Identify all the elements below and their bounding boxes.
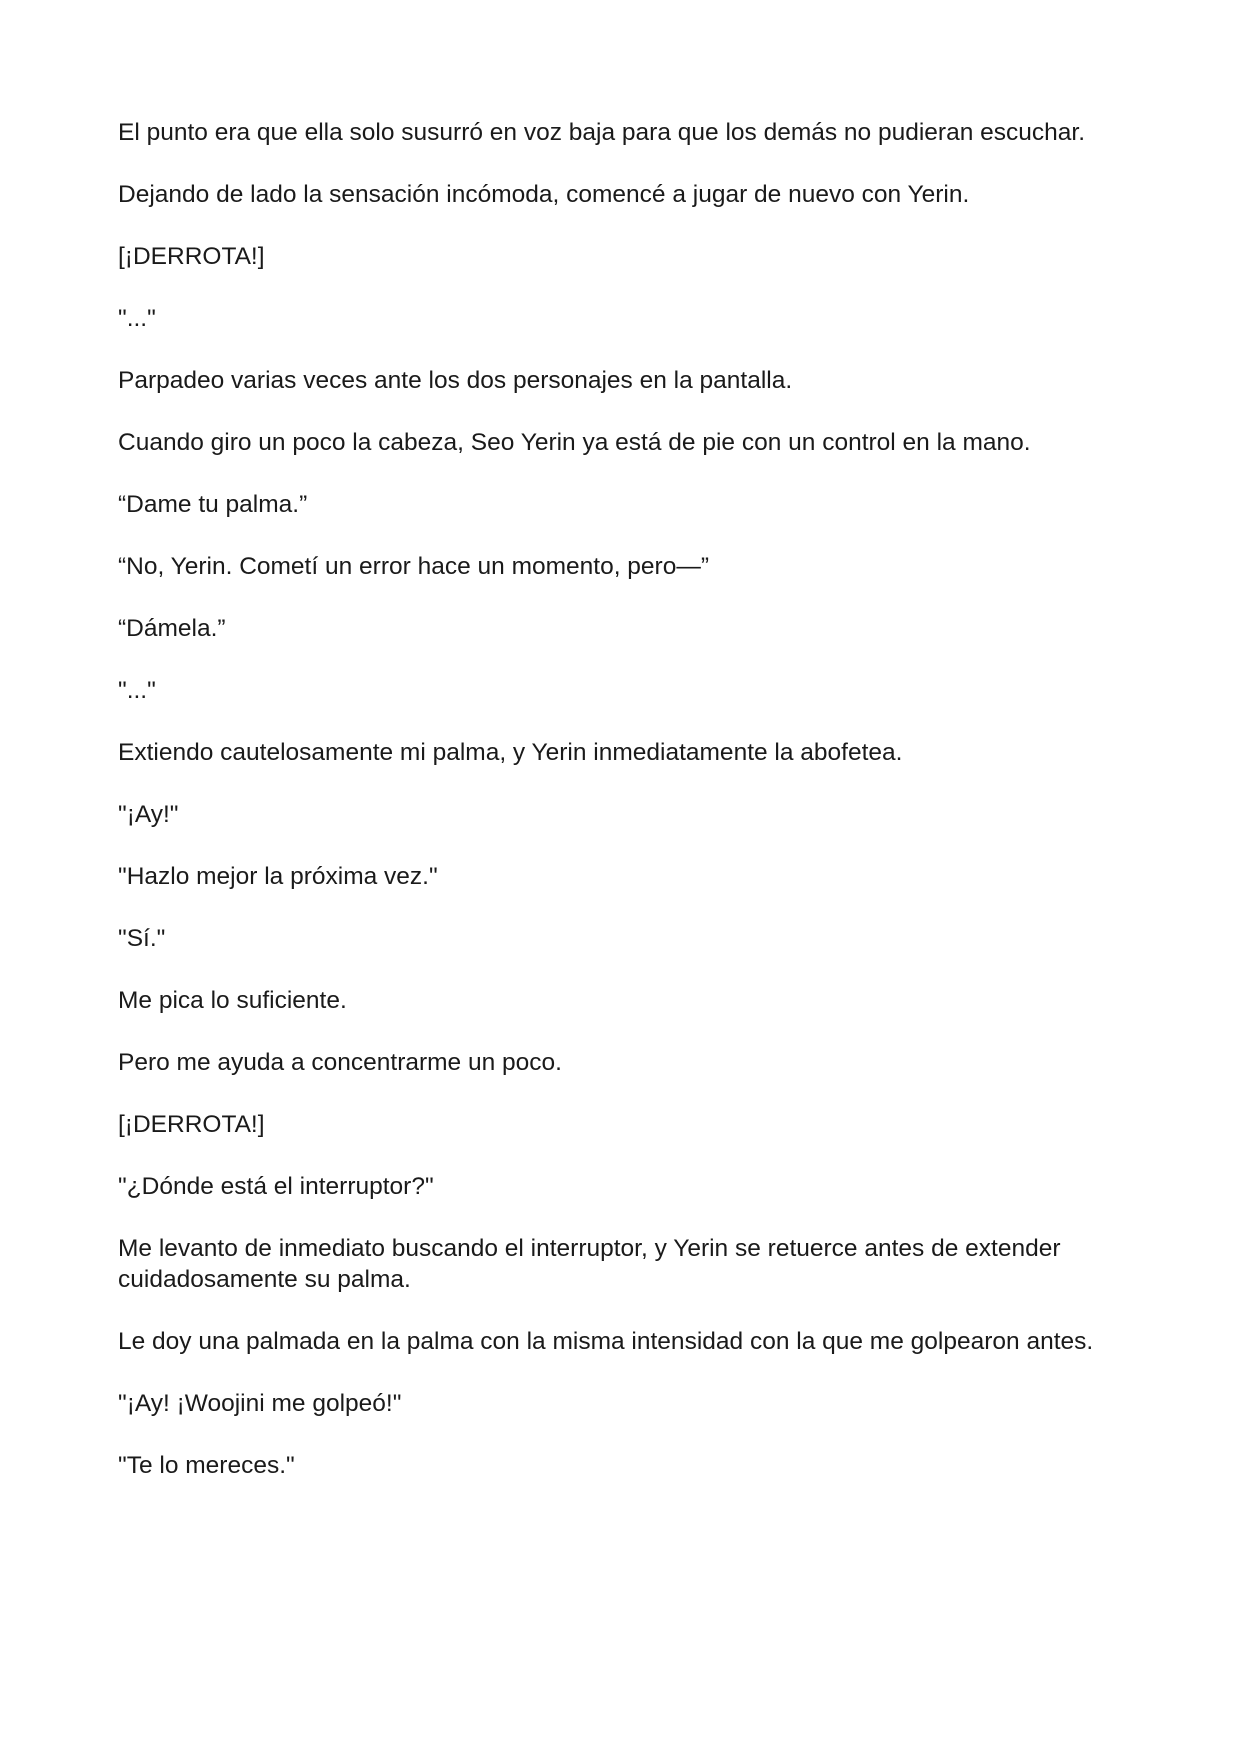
paragraph: “Dame tu palma.” [118,491,308,518]
paragraph: El punto era que ella solo susurró en voz baja para que los demás no pudieran escuchar. [118,119,1086,146]
paragraph: "..." [118,677,156,704]
paragraph: "Hazlo mejor la próxima vez." [118,863,438,890]
document-body [118,117,1128,1512]
paragraph: "..." [118,305,156,332]
paragraph: "¿Dónde está el interruptor?" [118,1173,434,1200]
paragraph: "¡Ay!" [118,801,179,828]
paragraph: Me levanto de inmediato buscando el interruptor, y Yerin se retuerce antes de extender cuidadosamente su palma. [118,1235,1061,1293]
paragraph: "Sí." [118,925,166,952]
paragraph: Cuando giro un poco la cabeza, Seo Yerin ya está de pie con un control en la mano. [118,429,1031,456]
paragraph: Extiendo cautelosamente mi palma, y Yerin inmediatamente la abofetea. [118,739,903,766]
paragraph: Dejando de lado la sensación incómoda, comencé a jugar de nuevo con Yerin. [118,181,970,208]
paragraph: “Dámela.” [118,615,226,642]
paragraph: “No, Yerin. Cometí un error hace un momento, pero—” [118,553,710,580]
paragraph: Parpadeo varias veces ante los dos personajes en la pantalla. [118,367,793,394]
paragraph: Pero me ayuda a concentrarme un poco. [118,1049,562,1076]
paragraph: Le doy una palmada en la palma con la misma intensidad con la que me golpearon antes. [118,1328,1094,1355]
paragraph: "Te lo mereces." [118,1452,295,1479]
paragraph: Me pica lo suficiente. [118,987,347,1014]
paragraph: "¡Ay! ¡Woojini me golpeó!" [118,1390,402,1417]
paragraph: [¡DERROTA!] [118,1111,265,1138]
paragraph: [¡DERROTA!] [118,243,265,270]
